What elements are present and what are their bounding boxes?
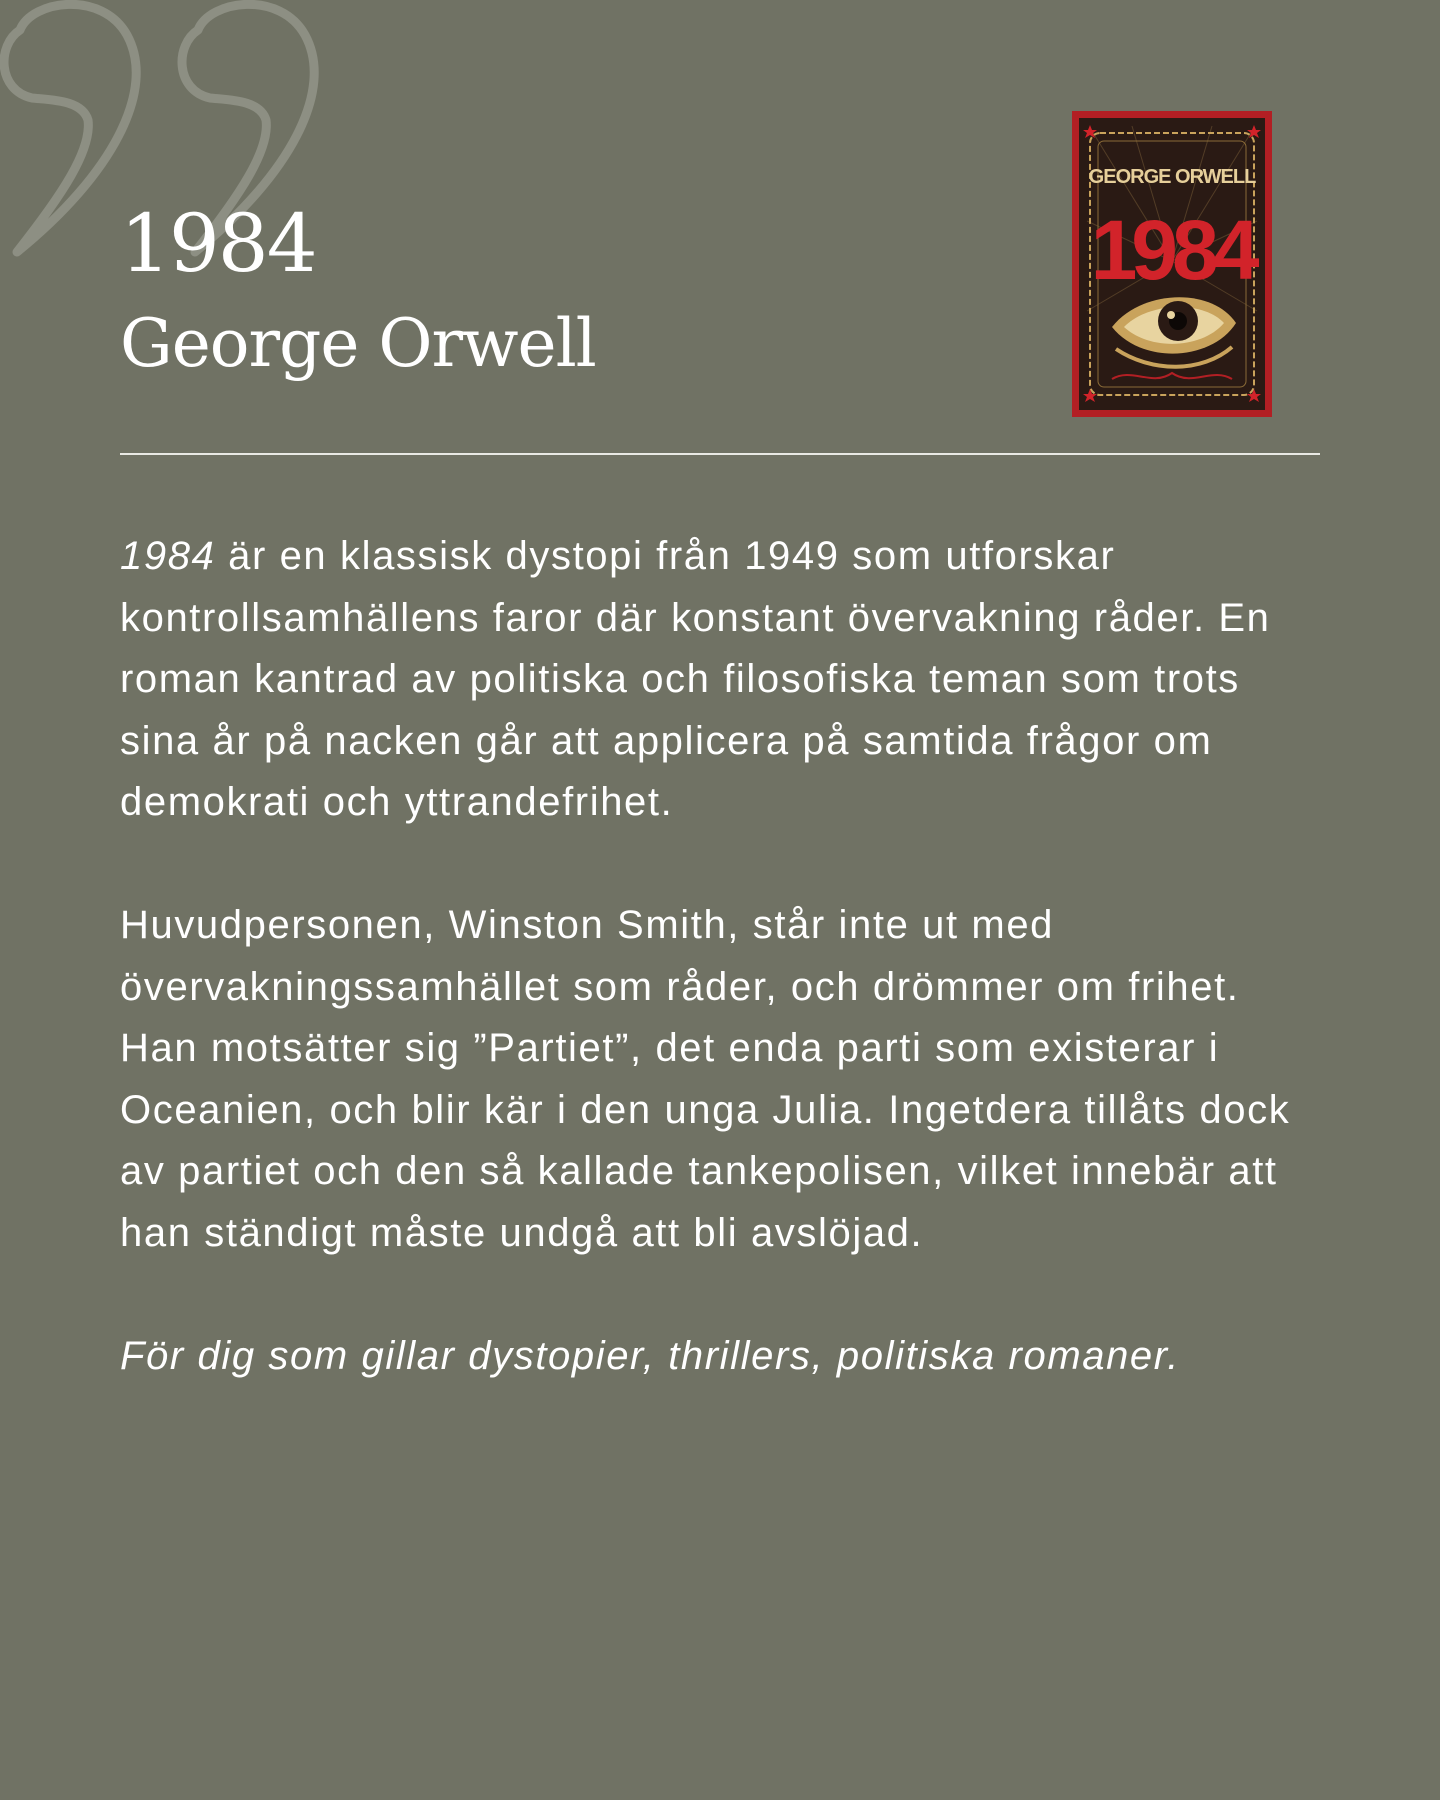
description-paragraph-1	[120, 526, 1330, 834]
cover-title: 1984	[1090, 203, 1254, 297]
book-description	[120, 526, 1330, 1387]
book-cover	[1072, 111, 1272, 417]
description-book-title: 1984	[120, 534, 216, 578]
book-title: 1984	[120, 197, 316, 290]
description-paragraph-2: Huvudpersonen, Winston Smith, står inte ut med övervakningssamhället som råder, och drömmer om frihet. Han motsätter sig ”Partiet”, det enda parti som existerar i Oceanien, och blir kär i den unga Julia. Ingetdera tillåts dock av partiet och den så kallade tankepolisen, vilket innebär att han ständigt måste undgå att bli avslöjad.	[120, 903, 1291, 1255]
cover-author: GEORGE ORWELL	[1088, 166, 1256, 188]
description-paragraph-1-text: är en klassisk dystopi från 1949 som utforskar kontrollsamhällens faror där konstant övervakning råder. En roman kantrad av politiska och filosofiska teman som trots sina år på nacken går att applicera på samtida frågor om demokrati och yttrandefrihet.	[120, 534, 1271, 824]
divider	[120, 453, 1320, 455]
recommendation-text: För dig som gillar dystopier, thrillers, politiska romaner.	[120, 1333, 1180, 1378]
book-author: George Orwell	[120, 305, 596, 382]
